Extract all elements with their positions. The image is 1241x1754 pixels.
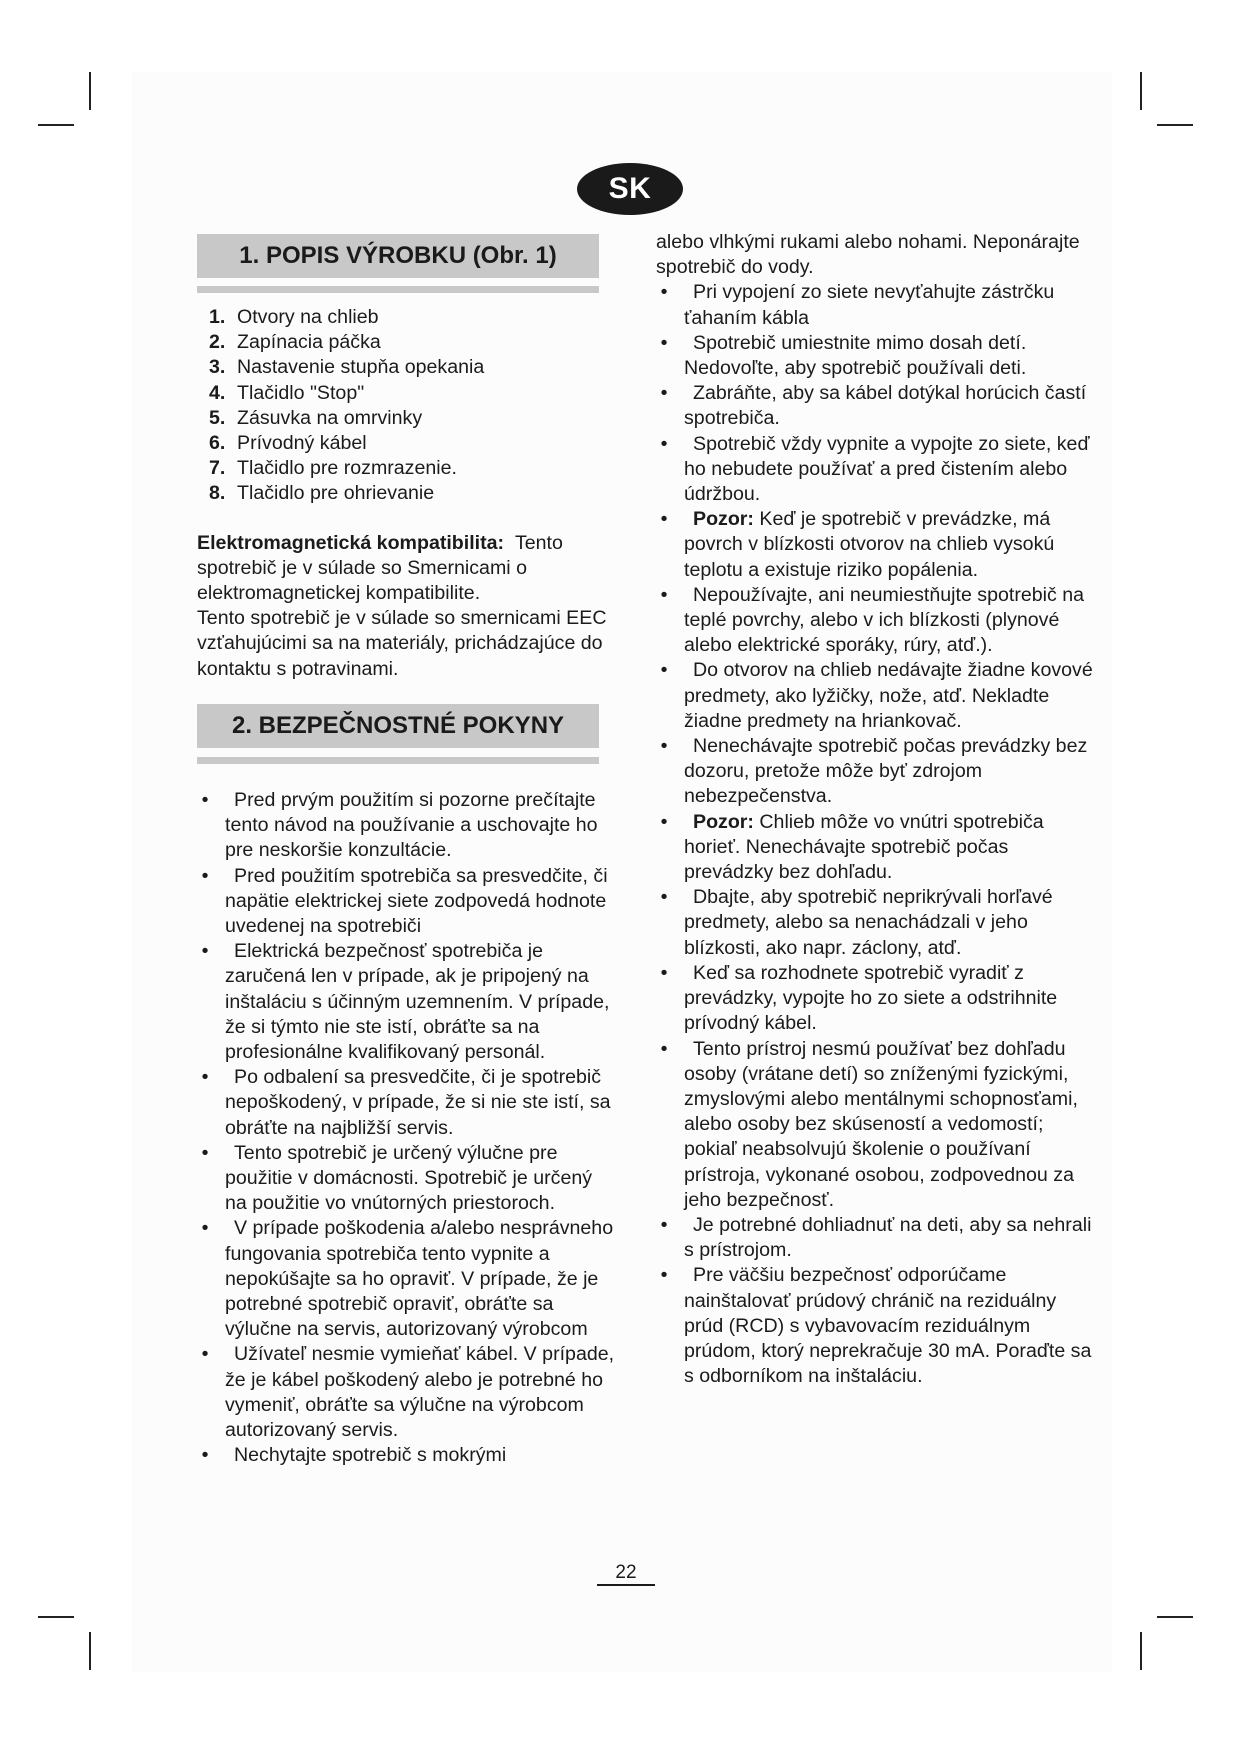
safety-item (656, 331, 1096, 381)
safety-item-text: Nepoužívajte, ani neumiestňujte spotrebič na teplé povrchy, alebo v ich blízkosti (plynové alebo elektrické sporáky, rúry, atď.). (684, 583, 1085, 657)
safety-item (197, 1141, 617, 1217)
bullet-icon: • (660, 1213, 668, 1236)
parts-item-number: 8. (209, 482, 226, 505)
safety-item-body (684, 584, 1084, 656)
safety-item-text: Nechytajte spotrebič s mokrými (234, 1444, 507, 1467)
safety-item-text: Tento spotrebič je určený výlučne pre použitie v domácnosti. Spotrebič je určený na použitie vo vnútorných priestoroch. (225, 1141, 593, 1215)
safety-item-text: Užívateľ nesmie vymieňať kábel. V prípade, že je kábel poškodený alebo je potrebné ho vymeniť, obráťte sa výlučne na výrobcom autorizovaný servis. (225, 1343, 615, 1442)
safety-item (656, 381, 1096, 431)
parts-item-text: Otvory na chlieb (237, 306, 379, 328)
bullet-icon: • (201, 940, 209, 963)
safety-item-body (684, 735, 1087, 807)
parts-list-item (209, 481, 617, 506)
safety-item (197, 1216, 617, 1342)
parts-item-number: 3. (209, 356, 226, 379)
safety-item-text: Do otvorov na chlieb nedávajte žiadne kovové predmety, ako lyžičky, nože, atď. Nekladte žiadne predmety na hriankovač. (684, 659, 1093, 732)
bullet-icon: • (201, 1066, 209, 1089)
safety-item-text: Keď sa rozhodnete spotrebič vyradiť z prevádzky, vypojte ho zo siete a odstrihnite prívodný kábel. (684, 961, 1058, 1035)
safety-item (197, 864, 617, 940)
parts-item-number: 7. (209, 457, 226, 480)
safety-item (656, 658, 1096, 734)
emc-text: Tento spotrebič je v súlade so Smernicami o elektromagnetickej kompatibilite. (197, 531, 563, 605)
parts-list-item (209, 355, 617, 380)
crop-mark-top-left-v (89, 72, 91, 110)
safety-item (197, 788, 617, 864)
safety-item-text: Tento prístroj nesmú používať bez dohľadu osoby (vrátane detí) so zníženými fyzickými, zmyslovými alebo mentálnymi schopnosťami, alebo osoby bez skúseností a vedomostí; pokiaľ neabsolvujú školenie o používaní prístroja, vykonané osobou, zodpovednou za jeho bezpečnosť. (684, 1037, 1078, 1211)
safety-item (656, 961, 1096, 1037)
safety-item-text: Pred použitím spotrebiča sa presvedčite, či napätie elektrickej siete zodpovedá hodnote uvedenej na spotrebiči (225, 864, 608, 938)
safety-item-text: Chlieb môže vo vnútri spotrebiča horieť. Nenechávajte spotrebič počas prevádzky bez dohľadu. (684, 810, 1044, 884)
safety-item-text: Po odbalení sa presvedčite, či je spotrebič nepoškodený, v prípade, že si nie ste istí, sa obráťte na najbližší servis. (225, 1066, 611, 1139)
bullet-icon: • (201, 1343, 209, 1366)
crop-mark-top-right-v (1140, 72, 1142, 110)
left-safety-column (197, 788, 617, 1468)
safety-item (197, 1443, 617, 1468)
bullet-icon: • (201, 864, 209, 887)
safety-item-body (684, 811, 1044, 883)
safety-item-body (684, 1264, 1091, 1387)
parts-item-text: Zapínacia páčka (237, 331, 381, 354)
safety-item-body (684, 962, 1057, 1034)
safety-list-right (656, 280, 1096, 1389)
parts-item-number: 5. (209, 406, 226, 429)
safety-item-body (684, 281, 1054, 328)
safety-item-body (684, 659, 1093, 731)
parts-item-text: Tlačidlo "Stop" (237, 381, 365, 404)
safety-item-text: Spotrebič umiestnite mimo dosah detí. Nedovoľte, aby spotrebič používali deti. (684, 331, 1027, 380)
bullet-icon: • (660, 432, 668, 455)
warning-label: Pozor: (693, 810, 754, 833)
crop-mark-top-right-h (1157, 124, 1193, 126)
bullet-icon: • (660, 735, 668, 758)
section1-heading-rule (197, 286, 599, 293)
safety-item-text: Zabráňte, aby sa kábel dotýkal horúcich častí spotrebiča. (684, 382, 1087, 430)
parts-item-number: 4. (209, 381, 226, 404)
crop-mark-bottom-right-v (1140, 1632, 1142, 1670)
bullet-icon: • (660, 382, 668, 405)
safety-item (656, 507, 1096, 583)
right-column (656, 230, 1096, 1389)
safety-item-text: Pri vypojení zo siete nevyťahujte zástrčku ťahaním kábla (684, 281, 1055, 329)
section2-heading: 2. BEZPEČNOSTNÉ POKYNY (197, 704, 599, 748)
bullet-icon: • (660, 1037, 668, 1060)
bullet-icon: • (201, 1444, 209, 1467)
safety-item-text: Pre väčšiu bezpečnosť odporúčame nainštalovať prúdový chránič na reziduálny prúd (RCD) s vybavovacím reziduálnym prúdom, ktorý neprekračuje 30 mA. Poraďte sa s odborníkom na inštaláciu. (684, 1264, 1092, 1388)
safety-item-body (684, 508, 1054, 580)
parts-list-item (209, 456, 617, 481)
bullet-icon: • (660, 583, 668, 606)
safety-item-text: Nenechávajte spotrebič počas prevádzky bez dozoru, pretože môže byť zdrojom nebezpečenstva. (684, 735, 1088, 808)
safety-item-body (684, 1214, 1091, 1261)
safety-item (656, 1263, 1096, 1389)
safety-item (197, 939, 617, 1065)
safety-item-text: V prípade poškodenia a/alebo nesprávneho fungovania spotrebiča tento vypnite a nepokúšajte sa ho opraviť. V prípade, že je potrebné spotrebič opraviť, obráťte sa výlučne na servis, autorizovaný výrobcom (225, 1217, 614, 1341)
eec-paragraph: Tento spotrebič je v súlade so smernicami EEC vzťahujúcimi sa na materiály, prichádzajúce do kontaktu s potravinami. (197, 607, 607, 680)
safety-item-text: Dbajte, aby spotrebič neprikrývali horľavé predmety, alebo sa nenachádzali v jeho blízkosti, ako napr. záclony, atď. (684, 886, 1053, 959)
safety-item (197, 1065, 617, 1141)
bullet-icon: • (660, 659, 668, 682)
safety-item (656, 1037, 1096, 1213)
parts-item-text: Tlačidlo pre ohrievanie (237, 482, 435, 505)
bullet-icon: • (660, 281, 668, 304)
safety-item (656, 885, 1096, 961)
safety-item-body (684, 382, 1086, 429)
safety-item-text: Elektrická bezpečnosť spotrebiča je zaručená len v prípade, ak je pripojený na inštaláciu s účinným uzemnením. V prípade, že si týmto nie ste istí, obráťte sa na profesionálne kvalifikovaný personál. (225, 940, 610, 1064)
parts-list (197, 305, 617, 507)
parts-item-text: Nastavenie stupňa opekania (237, 356, 485, 379)
parts-list-item (209, 305, 617, 330)
parts-item-number: 2. (209, 331, 226, 354)
parts-list-item (209, 381, 617, 406)
bullet-icon: • (660, 810, 668, 833)
safety-item (197, 1342, 617, 1443)
parts-item-number: 6. (209, 432, 226, 455)
bullet-icon: • (660, 331, 668, 354)
safety-item-text: Je potrebné dohliadnuť na deti, aby sa nehrali s prístrojom. (684, 1213, 1092, 1262)
bullet-icon: • (201, 789, 209, 811)
crop-mark-top-left-h (38, 124, 74, 126)
parts-item-number: 1. (209, 306, 226, 328)
language-badge: SK (577, 163, 683, 215)
bullet-icon: • (660, 886, 668, 909)
left-column (197, 305, 617, 682)
safety-item (656, 432, 1096, 508)
emc-label: Elektromagnetická kompatibilita: (197, 531, 505, 554)
parts-item-text: Zásuvka na omrvinky (237, 406, 423, 429)
safety-item-body (684, 886, 1053, 958)
safety-item (656, 280, 1096, 330)
section1-heading: 1. POPIS VÝROBKU (Obr. 1) (197, 234, 599, 278)
safety-item-body (684, 332, 1026, 379)
parts-list-item (209, 330, 617, 355)
bullet-icon: • (660, 961, 668, 984)
safety-item (656, 734, 1096, 810)
bullet-icon: • (201, 1141, 209, 1164)
safety-item (656, 583, 1096, 659)
parts-item-text: Prívodný kábel (237, 432, 367, 455)
bullet-icon: • (660, 1264, 668, 1287)
parts-item-text: Tlačidlo pre rozmrazenie. (237, 457, 457, 480)
bullet-icon: • (201, 1217, 209, 1240)
safety-continuation: alebo vlhkými rukami alebo nohami. Neponárajte spotrebič do vody. (656, 231, 1080, 279)
bullet-icon: • (660, 508, 668, 531)
emc-paragraph (197, 531, 617, 607)
page-number: 22 (597, 1562, 655, 1586)
safety-item-body (684, 1038, 1078, 1211)
parts-list-item (209, 431, 617, 456)
crop-mark-bottom-left-v (89, 1632, 91, 1670)
safety-item-text: Spotrebič vždy vypnite a vypojte zo siete, keď ho nebudete používať a pred čistením alebo údržbou. (684, 432, 1090, 506)
safety-list-left (197, 788, 617, 1468)
safety-item-body (684, 433, 1090, 505)
parts-list-item (209, 406, 617, 431)
section2-heading-rule (197, 757, 599, 764)
crop-mark-bottom-left-h (38, 1616, 74, 1618)
safety-item (656, 1213, 1096, 1263)
safety-item-text: Pred prvým použitím si pozorne prečítajte tento návod na používanie a uschovajte ho pre neskoršie konzultácie. (225, 789, 598, 862)
safety-item-text: Keď je spotrebič v prevádzke, má povrch v blízkosti otvorov na chlieb vysokú teplotu a existuje riziko popálenia. (684, 508, 1055, 581)
safety-item (656, 810, 1096, 886)
crop-mark-bottom-right-h (1157, 1616, 1193, 1618)
warning-label: Pozor: (693, 508, 754, 531)
